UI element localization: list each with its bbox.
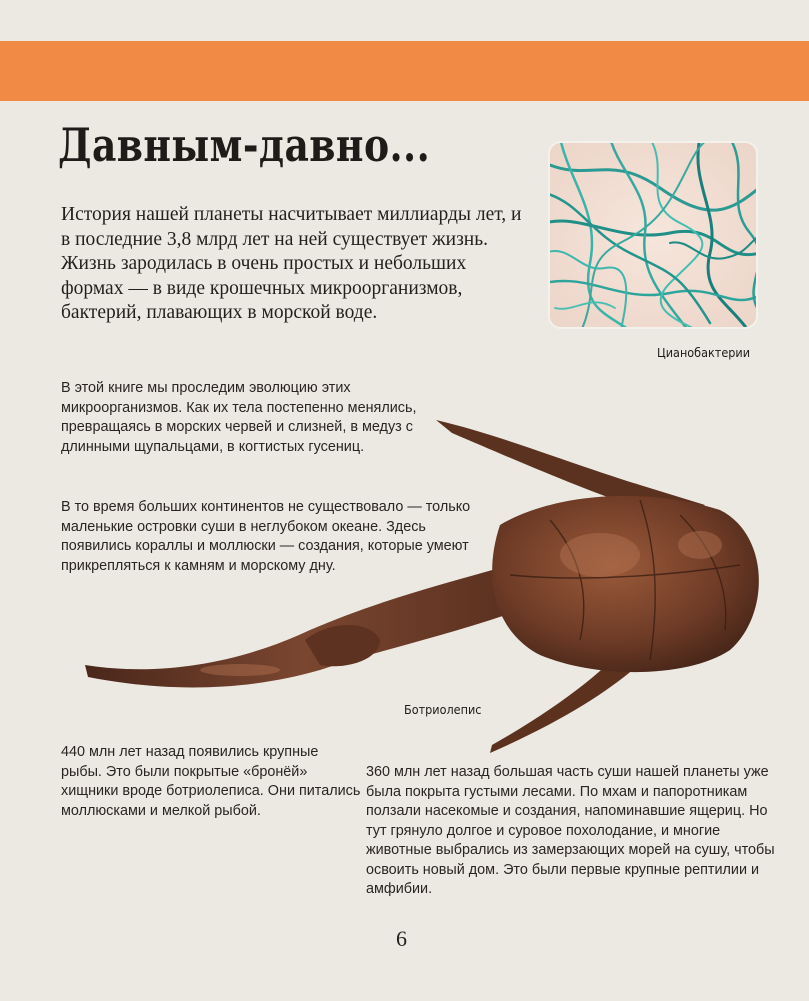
cyanobacteria-photo (550, 143, 756, 327)
bacteria-caption: Цианобактерии (657, 345, 751, 360)
intro-paragraph: История нашей планеты насчитывает миллиарды лет, и в последние 3,8 млрд лет на ней существует жизнь. Жизнь зародилась в очень простых и небольших формах — в виде крошечных микроорганизмов, бактерий, плавающих в морской воде. (61, 204, 522, 324)
header-band (0, 41, 809, 101)
evolution-paragraph: В этой книге мы проследим эволюцию этих микроорганизмов. Как их тела постепенно менялись, превращаясь в морских червей и слизней, в медуз с длинными щупальцами, в когтистых гусениц. (61, 380, 417, 455)
fish-paragraph: 440 млн лет назад появились крупные рыбы. Это были покрытые «бронёй» хищники вроде ботриолеписа. Они питались моллюсками и мелкой рыбой. (61, 744, 361, 819)
land-paragraph: 360 млн лет назад большая часть суши нашей планеты уже была покрыта густыми лесами. По мхам и папоротникам ползали насекомые и создания, напоминавшие ящериц. Но тут грянуло долгое и суровое похолодание, и многие животные выбрались из замерзающих морей на сушу, чтобы освоить новый дом. Это были первые крупные рептилии и амфибии. (366, 764, 775, 897)
fossil-caption: Ботриолепис (404, 702, 482, 717)
page-title: Давным-давно... (58, 118, 431, 172)
continents-paragraph: В то время больших континентов не существовало — только маленькие островки суши в неглубоком океане. Здесь появились кораллы и моллюски — создания, которые умеют прикрепляться к камням и морскому дну. (61, 499, 471, 574)
page-number: 6 (396, 926, 407, 951)
